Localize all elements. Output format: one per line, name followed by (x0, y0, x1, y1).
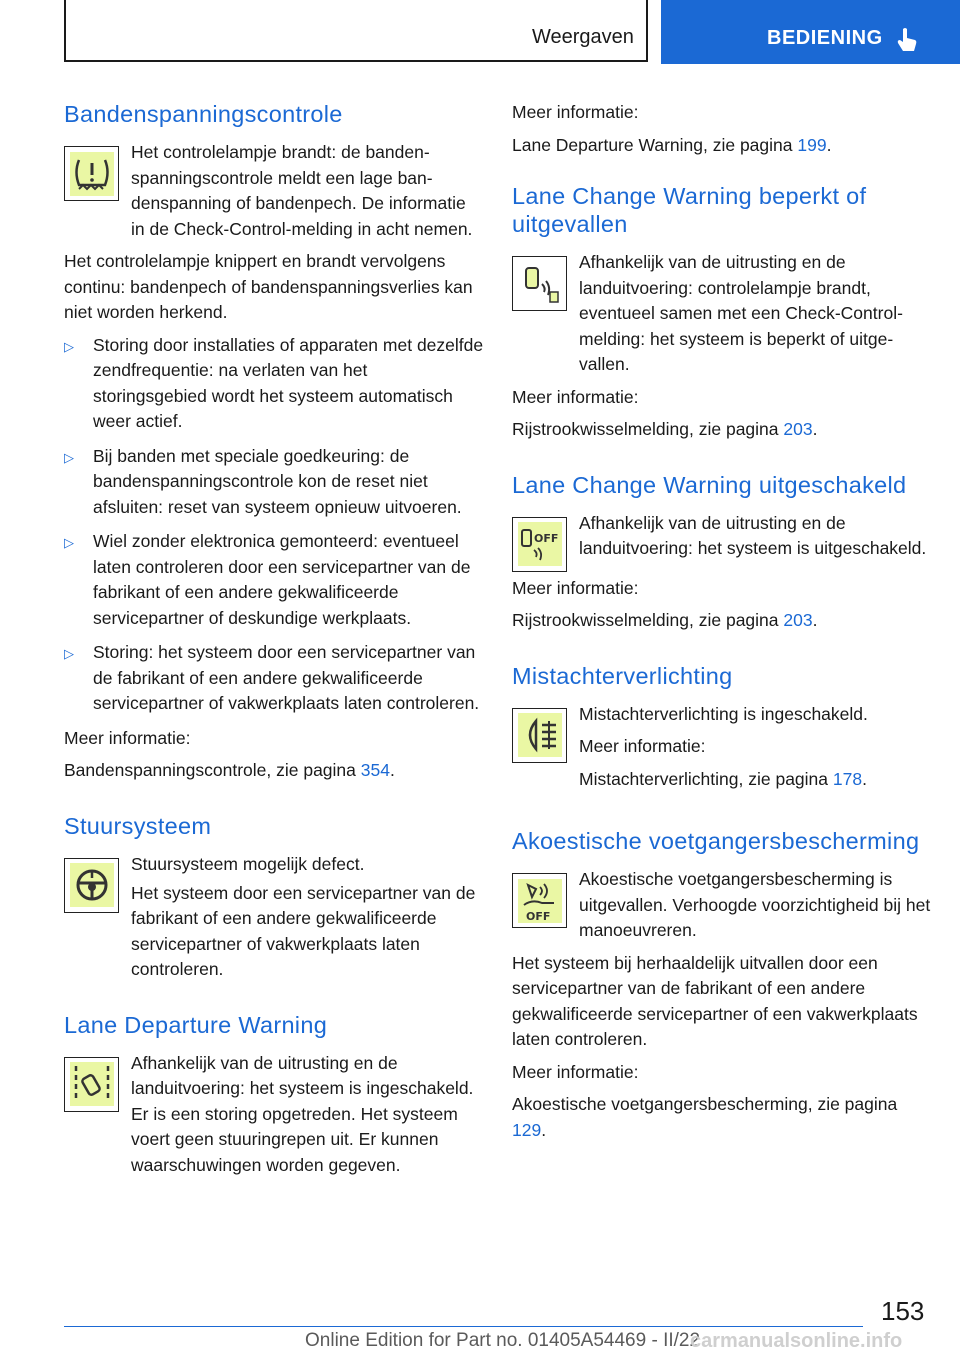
heading-lane-change-off: Lane Change Warning uitgeschakeld (512, 471, 907, 498)
left-column (64, 100, 484, 1213)
section-pedestrian-sound (512, 827, 932, 1143)
more-info-label: Meer informatie: (512, 386, 639, 407)
heading-tire-pressure: Bandenspanningscontrole (64, 101, 343, 127)
heading-lane-change-limited: Lane Change Warning beperkt of uitgevallen (512, 183, 867, 237)
page-link-203[interactable]: 203 (783, 419, 813, 439)
lane-departure-text: Afhankelijk van de uitrusting en de landuitvoering: het systeem is ingeschakeld. Er is een storing opgetreden. Het systeem voert geen stuuringrepen uit. Er kunnen waarschuwingen worden gegeven. (131, 1052, 474, 1175)
steering-wheel-warning-icon (64, 858, 119, 913)
header-section-label: Weergaven (532, 26, 634, 48)
list-item: ▷ Wiel zonder elektronica gemonteerd: eventueel laten controleren door een servicepartner van de fabrikant of een andere gekwalificeerde servicepartner of deskundige werkplaats. (64, 529, 484, 631)
tire-pressure-text-2: Het controlelampje knippert en brandt vervolgens continu: bandenpech of bandenspanningsverlies kan niet worden herkend. (64, 251, 473, 322)
steering-text-1: Stuursysteem mogelijk defect. (131, 853, 365, 874)
header-chapter-label: BEDIENING (767, 27, 883, 49)
pedestrian-sound-off-icon (512, 873, 567, 928)
section-lane-change-off (512, 471, 932, 634)
page-link-199[interactable]: 199 (797, 134, 827, 155)
right-column (512, 100, 932, 1171)
list-item: ▷ Storing: het systeem door een servicepartner van de fabrikant of een andere gekwalificeerde servicepartner of vakwerkplaats laten controleren. (64, 640, 484, 717)
pointing-hand-icon (896, 27, 918, 53)
tire-pressure-warning-icon (64, 146, 119, 201)
more-info-label: Meer informatie: (512, 1061, 639, 1082)
heading-rear-fog-light: Mistachterverlichting (512, 662, 733, 689)
svg-text:OFF: OFF (525, 909, 550, 923)
footer-divider (64, 1326, 863, 1327)
section-tire-pressure (64, 100, 484, 784)
heading-lane-departure: Lane Departure Warning (64, 1011, 328, 1038)
tire-pressure-bullets (64, 333, 484, 717)
list-item: ▷ Bij banden met speciale goedkeuring: de bandenspanningscontrole kon de reset niet afsluiten: reset van systeem opnieuw uitvoeren. (64, 444, 484, 521)
pedestrian-sound-text-1: Akoestische voetgangersbescherming is uitgevallen. Verhoogde voorzichtigheid bij het manoeuvreren. (579, 869, 931, 940)
cross-reference: Rijstrookwisselmelding, zie pagina 203. (512, 419, 818, 439)
list-item: ▷ Storing door installaties of apparaten met dezelfde zendfrequentie: na verlaten van het storingsgebied wordt het systeem automatisch weer actief. (64, 333, 484, 435)
cross-reference: Mistachterverlichting, zie pagina 178. (579, 768, 867, 789)
cross-reference: Rijstrookwisselmelding, zie pagina 203. (512, 610, 818, 630)
steering-text-2: Het systeem door een servicepartner van de fabrikant of een andere gekwalificeerde servicepartner of vakwerkplaats laten controleren. (131, 882, 476, 979)
section-steering (64, 812, 484, 983)
svg-text:OFF: OFF (533, 532, 558, 545)
heading-pedestrian-sound: Akoestische voetgangersbescherming (512, 828, 920, 854)
more-info-label: Meer informatie: (512, 577, 639, 598)
rear-fog-light-text: Mistachterverlichting is ingeschakeld. (579, 703, 868, 724)
section-lane-change-limited (512, 182, 932, 443)
header-chapter-tab[interactable] (661, 0, 960, 64)
pedestrian-sound-text-2: Het systeem bij herhaaldelijk uitvallen door een servicepartner van de fabrikant of een andere gekwalificeerde servicepartner of een vakwerkplaats laten controleren. (512, 952, 918, 1049)
lane-change-warning-off-icon (512, 517, 567, 572)
lane-departure-warning-icon (64, 1057, 119, 1112)
watermark: carmanualsonline.info (690, 1330, 903, 1352)
triangle-bullet-icon: ▷ (64, 449, 74, 465)
triangle-bullet-icon: ▷ (64, 535, 74, 550)
page-link-203[interactable]: 203 (783, 610, 813, 630)
footer-edition: Online Edition for Part no. 01405A54469 - II/22 (305, 1330, 701, 1351)
section-lane-departure-cont (512, 100, 932, 158)
cross-reference: Lane Departure Warning, zie pagina 199. (512, 134, 832, 155)
section-rear-fog-light (512, 662, 932, 800)
cross-reference: Bandenspanningscontrole, zie pagina 354. (64, 760, 395, 780)
triangle-bullet-icon: ▷ (64, 338, 74, 354)
lane-change-limited-text: Afhankelijk van de uitrusting en de landuitvoering: controlelampje brandt, eventueel samen met een Check-Control-melding: het systeem is beperkt of uitgevallen. (579, 252, 903, 374)
tire-pressure-text-1: Het controlelampje brandt: de bandenspanningscontrole meldt een lage bandenspanning of bandenpech. De informatie in de Check-Control-melding in acht nemen. (131, 142, 473, 239)
more-info-label: Meer informatie: (64, 727, 191, 748)
section-lane-departure (64, 1011, 484, 1186)
page-link-354[interactable]: 354 (360, 760, 390, 780)
lane-change-warning-icon (512, 256, 567, 311)
heading-steering: Stuursysteem (64, 812, 212, 839)
lane-change-off-text: Afhankelijk van de uitrusting en de landuitvoering: het systeem is uitgeschakeld. (579, 512, 927, 558)
page-link-129[interactable]: 129 (512, 1119, 542, 1140)
cross-reference: Akoestische voetgangersbescherming, zie pagina 129. (512, 1094, 898, 1140)
rear-fog-light-icon (512, 708, 567, 763)
page-number: 153 (881, 1296, 925, 1326)
triangle-bullet-icon: ▷ (64, 646, 74, 661)
more-info-label: Meer informatie: (512, 102, 639, 122)
more-info-label: Meer informatie: (579, 736, 706, 756)
page-link-178[interactable]: 178 (832, 768, 863, 789)
